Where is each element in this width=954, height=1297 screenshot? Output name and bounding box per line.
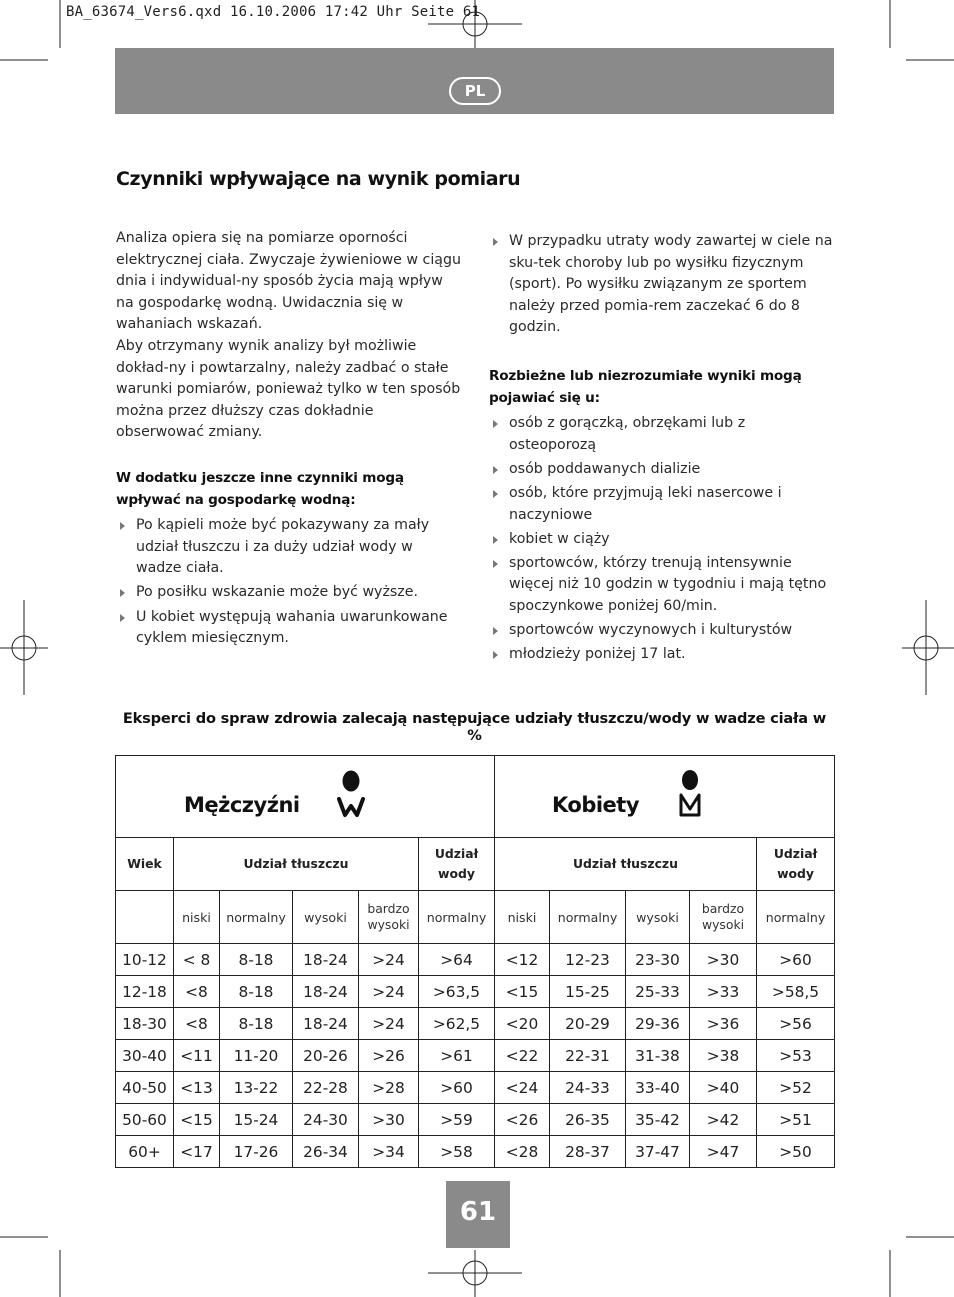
list-item: kobiet w ciąży (489, 529, 834, 551)
men-header-cell (116, 756, 495, 838)
bullet-triangle-icon (493, 490, 498, 498)
table-cell: >24 (359, 976, 419, 1008)
table-cell: >58,5 (757, 976, 835, 1008)
age-column-header: Wiek (116, 838, 174, 891)
table-cell: 18-24 (293, 1008, 359, 1040)
sub-header: normalny (550, 891, 626, 944)
page-title: Czynniki wpływające na wynik pomiaru (116, 168, 521, 190)
list-item: Po posiłku wskazanie może być wyższe. (116, 582, 461, 604)
table-cell: 12-18 (116, 976, 174, 1008)
table-cell: 20-29 (550, 1008, 626, 1040)
table-cell: 15-25 (550, 976, 626, 1008)
body-composition-table (115, 755, 835, 1168)
list-item: Po kąpieli może być pokazywany za mały udział tłuszczu i za duży udział wody w wadze ciała. (116, 515, 461, 580)
right-column (489, 231, 834, 668)
table-cell: 18-24 (293, 976, 359, 1008)
table-cell: <20 (495, 1008, 550, 1040)
table-cell: 60+ (116, 1136, 174, 1168)
table-cell: <26 (495, 1104, 550, 1136)
page-number: 61 (446, 1181, 510, 1248)
table-cell: 15-24 (220, 1104, 293, 1136)
table-cell: >30 (359, 1104, 419, 1136)
sub-header: wysoki (626, 891, 690, 944)
bullet-triangle-icon (493, 536, 498, 544)
table-cell: >34 (359, 1136, 419, 1168)
list-item: osób, które przyjmują leki nasercowe i naczyniowe (489, 483, 834, 526)
table-cell: >42 (690, 1104, 757, 1136)
table-cell: 50-60 (116, 1104, 174, 1136)
table-cell: 25-33 (626, 976, 690, 1008)
table-cell: >38 (690, 1040, 757, 1072)
table-cell: 13-22 (220, 1072, 293, 1104)
bullet-triangle-icon (493, 560, 498, 568)
table-cell: 20-26 (293, 1040, 359, 1072)
table-cell: >61 (419, 1040, 495, 1072)
table-row (116, 1008, 835, 1040)
table-row (116, 1072, 835, 1104)
women-water-header: Udział wody (757, 838, 835, 891)
bullet-triangle-icon (493, 238, 498, 246)
man-icon (336, 769, 366, 821)
table-cell: < 8 (174, 944, 220, 976)
table-cell: 8-18 (220, 976, 293, 1008)
table-cell: >64 (419, 944, 495, 976)
table-cell: >26 (359, 1040, 419, 1072)
table-cell: 12-23 (550, 944, 626, 976)
table-cell: 8-18 (220, 1008, 293, 1040)
sub-header: normalny (220, 891, 293, 944)
table-cell: 18-30 (116, 1008, 174, 1040)
left-column (116, 228, 461, 652)
men-water-header: Udział wody (419, 838, 495, 891)
left-subheading: W dodatku jeszcze inne czynniki mogą wpływać na gospodarkę wodną: (116, 469, 404, 508)
sub-header: niski (174, 891, 220, 944)
woman-icon (675, 769, 705, 821)
language-badge: PL (449, 77, 501, 105)
list-item: U kobiet występują wahania uwarunkowane cyklem miesięcznym. (116, 607, 461, 650)
table-cell: 18-24 (293, 944, 359, 976)
list-item: osób poddawanych dializie (489, 459, 834, 481)
table-cell: 26-34 (293, 1136, 359, 1168)
list-item: sportowców wyczynowych i kulturystów (489, 620, 834, 642)
bullet-triangle-icon (120, 589, 125, 597)
sub-header: normalny (757, 891, 835, 944)
table-heading: Eksperci do spraw zdrowia zalecają następujące udziały tłuszczu/wody w wadze ciała w % (122, 710, 827, 744)
table-cell: 28-37 (550, 1136, 626, 1168)
table-cell: 30-40 (116, 1040, 174, 1072)
table-cell: >58 (419, 1136, 495, 1168)
table-cell: >36 (690, 1008, 757, 1040)
men-fat-header: Udział tłuszczu (174, 838, 419, 891)
table-row (116, 1104, 835, 1136)
table-cell: >50 (757, 1136, 835, 1168)
table-cell: >59 (419, 1104, 495, 1136)
table-cell: >51 (757, 1104, 835, 1136)
bullet-triangle-icon (493, 627, 498, 635)
table-row (116, 944, 835, 976)
table-cell: >52 (757, 1072, 835, 1104)
table-cell: 40-50 (116, 1072, 174, 1104)
sub-header: niski (495, 891, 550, 944)
right-subheading: Rozbieżne lub niezrozumiałe wyniki mogą pojawiać się u: (489, 367, 802, 406)
table-cell: >47 (690, 1136, 757, 1168)
table-cell: 17-26 (220, 1136, 293, 1168)
table-cell: 10-12 (116, 944, 174, 976)
table-cell: 24-30 (293, 1104, 359, 1136)
table-cell: >60 (757, 944, 835, 976)
list-item: sportowców, którzy trenują intensywnie więcej niż 10 godzin w tygodniu i mają tętno spoczynkowe poniżej 60/min. (489, 553, 834, 618)
table-cell: >53 (757, 1040, 835, 1072)
table-body (116, 944, 835, 1168)
sub-header: wysoki (293, 891, 359, 944)
table-row (116, 1136, 835, 1168)
table-cell: >63,5 (419, 976, 495, 1008)
table-cell: <11 (174, 1040, 220, 1072)
intro-paragraph-2: Aby otrzymany wynik analizy był możliwie dokład-ny i powtarzalny, należy zadbać o stałe warunki pomiarów, ponieważ tylko w ten sposób można przez dłuższy czas dokładnie obserwować zmiany. (116, 337, 461, 441)
women-fat-header: Udział tłuszczu (495, 838, 757, 891)
table-cell: >24 (359, 944, 419, 976)
table-cell: >33 (690, 976, 757, 1008)
table-cell: 8-18 (220, 944, 293, 976)
bullet-triangle-icon (120, 614, 125, 622)
table-cell: 31-38 (626, 1040, 690, 1072)
table-cell: >56 (757, 1008, 835, 1040)
table-cell: >62,5 (419, 1008, 495, 1040)
men-label: Mężczyźni (184, 792, 300, 817)
table-cell: >30 (690, 944, 757, 976)
table-cell: >24 (359, 1008, 419, 1040)
table-row (116, 976, 835, 1008)
women-header-cell (495, 756, 835, 838)
table-cell: 22-28 (293, 1072, 359, 1104)
table-cell: <24 (495, 1072, 550, 1104)
table-cell: <22 (495, 1040, 550, 1072)
table-cell: 29-36 (626, 1008, 690, 1040)
bullet-triangle-icon (493, 466, 498, 474)
bullet-triangle-icon (493, 420, 498, 428)
table-cell: 35-42 (626, 1104, 690, 1136)
list-item: W przypadku utraty wody zawartej w ciele na sku-tek choroby lub po wysiłku fizycznym (sport). Po wysiłku związanym ze sportem należy przed pomia-rem zaczekać 6 do 8 godzin. (489, 231, 834, 339)
right-bullet-list (489, 413, 834, 666)
right-top-bullet (489, 231, 834, 339)
sub-header: bardzo wysoki (690, 891, 757, 944)
intro-paragraph-1: Analiza opiera się na pomiarze oporności elektrycznej ciała. Zwyczaje żywieniowe w ciągu dnia i indywidual-ny sposób życia mają wpływ na gospodarkę wodną. Uwidacznia się w wahaniach wskazań. (116, 230, 461, 333)
table-cell: <8 (174, 976, 220, 1008)
empty-cell (116, 891, 174, 944)
table-row (116, 1040, 835, 1072)
bullet-triangle-icon (120, 522, 125, 530)
table-cell: 37-47 (626, 1136, 690, 1168)
table-cell: <12 (495, 944, 550, 976)
table-cell: 26-35 (550, 1104, 626, 1136)
file-slug: BA_63674_Vers6.qxd 16.10.2006 17:42 Uhr Seite 61 (66, 4, 481, 20)
table-cell: 33-40 (626, 1072, 690, 1104)
table-cell: >40 (690, 1072, 757, 1104)
list-item: młodzieży poniżej 17 lat. (489, 644, 834, 666)
table-cell: 24-33 (550, 1072, 626, 1104)
table-cell: <13 (174, 1072, 220, 1104)
table-cell: <15 (495, 976, 550, 1008)
table-cell: >60 (419, 1072, 495, 1104)
table-cell: <17 (174, 1136, 220, 1168)
bullet-triangle-icon (493, 651, 498, 659)
women-label: Kobiety (552, 792, 640, 817)
table-cell: <8 (174, 1008, 220, 1040)
table-cell: <15 (174, 1104, 220, 1136)
table-cell: <28 (495, 1136, 550, 1168)
table-cell: >28 (359, 1072, 419, 1104)
table-cell: 22-31 (550, 1040, 626, 1072)
table-cell: 11-20 (220, 1040, 293, 1072)
left-bullet-list (116, 515, 461, 650)
list-item: osób z gorączką, obrzękami lub z osteoporozą (489, 413, 834, 456)
sub-header: normalny (419, 891, 495, 944)
sub-header: bardzo wysoki (359, 891, 419, 944)
table-cell: 23-30 (626, 944, 690, 976)
